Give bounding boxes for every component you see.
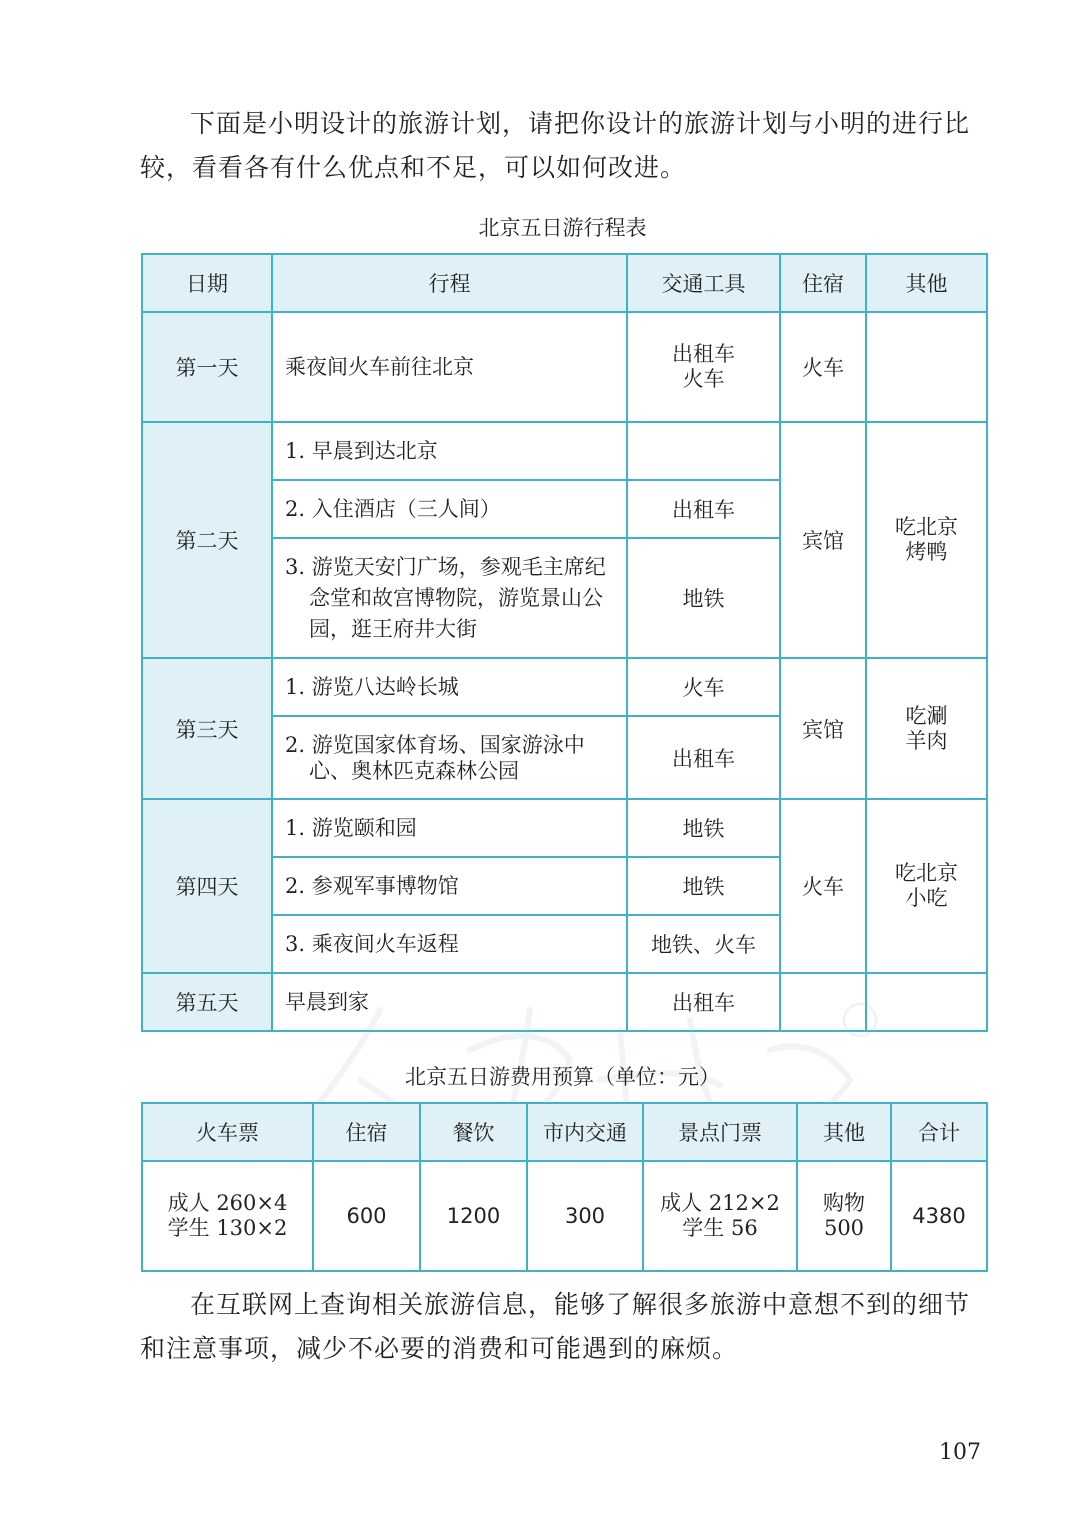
total-value: 4380 <box>891 1161 987 1271</box>
table-row <box>142 658 987 716</box>
schedule-text: 3. 乘夜间火车返程 <box>285 931 459 956</box>
header-admission: 景点门票 <box>643 1103 797 1161</box>
table-row <box>142 799 987 857</box>
schedule-text: 乘夜间火车前往北京 <box>285 354 474 379</box>
schedule-text: 1. 早晨到达北京 <box>285 438 438 463</box>
city-transport-value: 300 <box>527 1161 643 1271</box>
transport-cell: 出租车 <box>627 973 780 1031</box>
day-cell: 第五天 <box>142 973 272 1031</box>
budget-table <box>141 1102 988 1272</box>
header-other: 其他 <box>866 254 987 312</box>
page-number: 107 <box>939 1440 981 1465</box>
schedule-cell <box>272 915 627 973</box>
transport-cell: 地铁、火车 <box>627 915 780 973</box>
header-lodging: 住宿 <box>780 254 866 312</box>
transport-cell: 地铁 <box>627 857 780 915</box>
outro-paragraph: 在互联网上查询相关旅游信息，能够了解很多旅游中意想不到的细节和注意事项，减少不必要的消费和可能遇到的麻烦。 <box>140 1290 971 1363</box>
header-schedule: 行程 <box>272 254 627 312</box>
schedule-cell <box>272 857 627 915</box>
schedule-cell <box>272 716 627 799</box>
lodging-cell: 火车 <box>780 799 866 973</box>
lodging-cell: 宾馆 <box>780 422 866 658</box>
table-row <box>142 422 987 480</box>
day-cell: 第四天 <box>142 799 272 973</box>
other-cell: 吃北京 小吃 <box>866 799 987 973</box>
itinerary-caption: 北京五日游行程表 <box>478 216 647 240</box>
other-cell: 吃涮 羊肉 <box>866 658 987 799</box>
itinerary-header-row <box>142 254 987 312</box>
lodging-cell: 宾馆 <box>780 658 866 799</box>
schedule-cell <box>272 480 627 538</box>
schedule-cell <box>272 799 627 857</box>
transport-cell: 出租车 火车 <box>627 312 780 422</box>
lodging-cell <box>780 973 866 1031</box>
day-cell: 第二天 <box>142 422 272 658</box>
schedule-text: 3. 游览天安门广场，参观毛主席纪念堂和故宫博物院，游览景山公园，逛王府井大街 <box>285 554 606 641</box>
header-other: 其他 <box>797 1103 891 1161</box>
meals-value: 1200 <box>420 1161 527 1271</box>
intro-paragraph: 下面是小明设计的旅游计划，请把你设计的旅游计划与小明的进行比较，看看各有什么优点和不足，可以如何改进。 <box>140 109 971 182</box>
other-value: 购物 500 <box>797 1161 891 1271</box>
header-transport: 交通工具 <box>627 254 780 312</box>
transport-cell <box>627 422 780 480</box>
schedule-text: 1. 游览八达岭长城 <box>285 674 459 699</box>
transport-cell: 地铁 <box>627 538 780 658</box>
lodging-value: 600 <box>313 1161 420 1271</box>
transport-cell: 出租车 <box>627 480 780 538</box>
train-ticket-value: 成人 260×4 学生 130×2 <box>142 1161 313 1271</box>
schedule-cell <box>272 658 627 716</box>
other-cell: 吃北京 烤鸭 <box>866 422 987 658</box>
lodging-cell: 火车 <box>780 312 866 422</box>
schedule-text: 2. 游览国家体育场、国家游泳中心、奥林匹克森林公园 <box>285 732 585 783</box>
header-total: 合计 <box>891 1103 987 1161</box>
schedule-cell <box>272 538 627 658</box>
admission-value: 成人 212×2 学生 56 <box>643 1161 797 1271</box>
schedule-text: 2. 入住酒店（三人间） <box>285 496 501 521</box>
itinerary-table <box>141 253 988 1032</box>
header-lodging: 住宿 <box>313 1103 420 1161</box>
table-row <box>142 973 987 1031</box>
schedule-cell <box>272 422 627 480</box>
header-date: 日期 <box>142 254 272 312</box>
schedule-cell <box>272 312 627 422</box>
schedule-text: 1. 游览颐和园 <box>285 815 417 840</box>
schedule-cell <box>272 973 627 1031</box>
budget-caption: 北京五日游费用预算（单位：元） <box>405 1065 720 1089</box>
header-train-ticket: 火车票 <box>142 1103 313 1161</box>
schedule-text: 2. 参观军事博物馆 <box>285 873 459 898</box>
table-row <box>142 1161 987 1271</box>
other-cell <box>866 973 987 1031</box>
day-cell: 第三天 <box>142 658 272 799</box>
header-city-transport: 市内交通 <box>527 1103 643 1161</box>
transport-cell: 出租车 <box>627 716 780 799</box>
transport-cell: 火车 <box>627 658 780 716</box>
budget-header-row <box>142 1103 987 1161</box>
header-meals: 餐饮 <box>420 1103 527 1161</box>
other-cell <box>866 312 987 422</box>
schedule-text: 早晨到家 <box>285 989 369 1014</box>
table-row <box>142 312 987 422</box>
day-cell: 第一天 <box>142 312 272 422</box>
transport-cell: 地铁 <box>627 799 780 857</box>
